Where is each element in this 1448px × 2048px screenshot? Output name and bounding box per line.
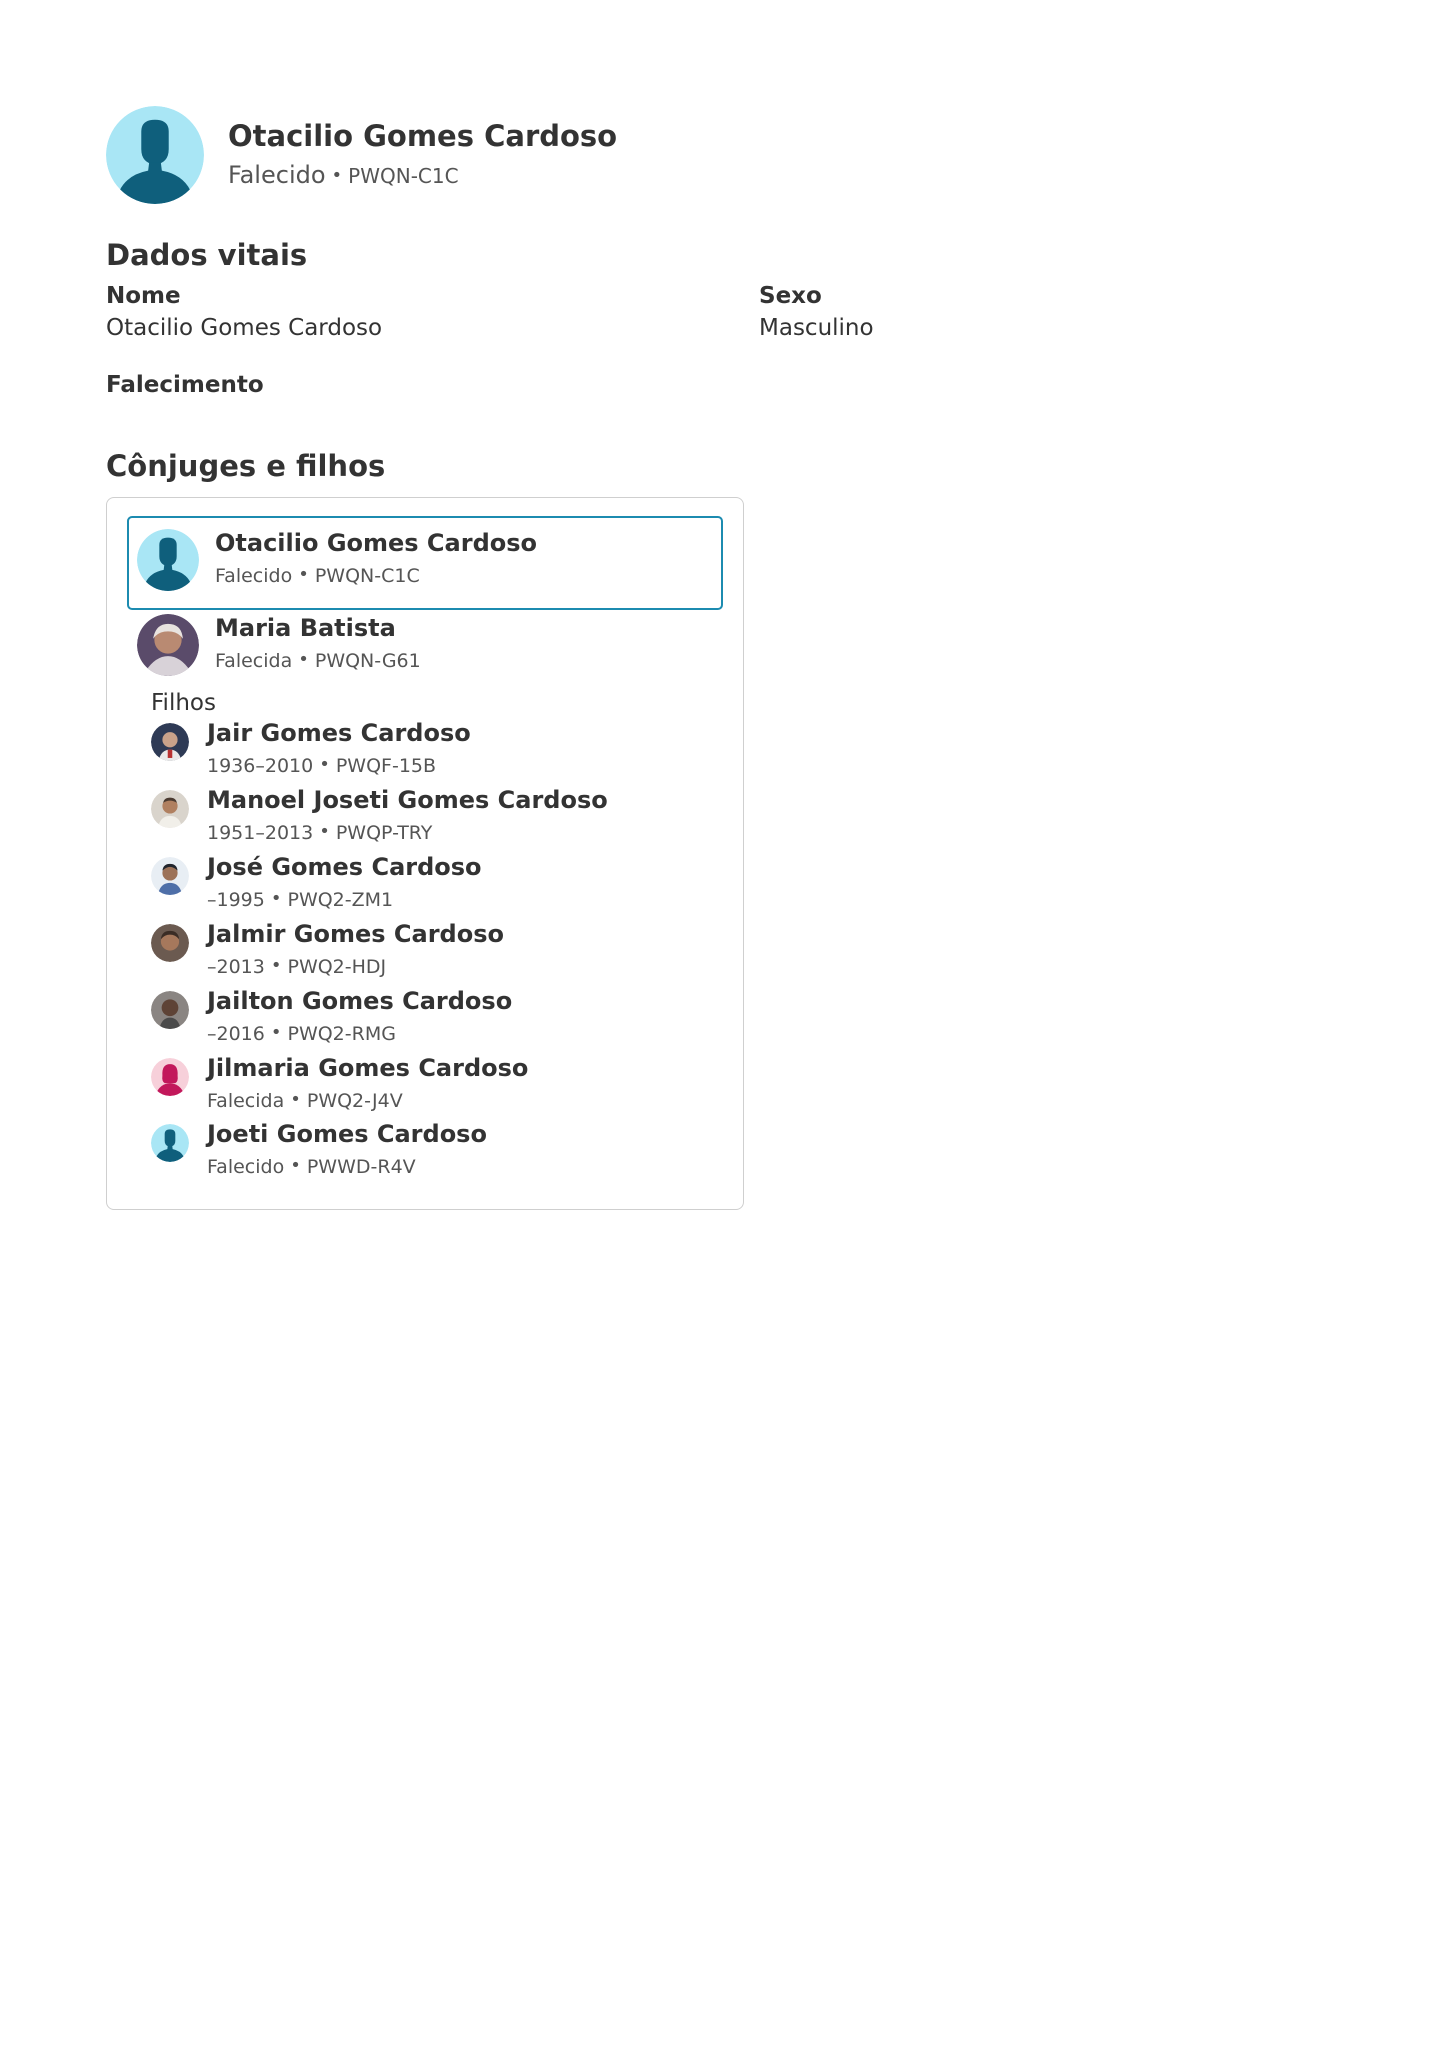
male-silhouette-icon: [151, 1124, 189, 1162]
family-card: [106, 497, 744, 1210]
child-name: Jilmaria Gomes Cardoso: [207, 1054, 529, 1082]
person-status: Falecido: [228, 160, 326, 189]
female-silhouette-icon: [151, 1058, 189, 1096]
child-lifespan: 1936–2010: [207, 755, 314, 777]
spouse-person[interactable]: Maria Batista Falecida • PWQN-G61: [137, 614, 421, 676]
child-name: José Gomes Cardoso: [207, 853, 482, 881]
male-silhouette-icon: [137, 529, 199, 591]
death-label: Falecimento: [106, 372, 264, 398]
child-item[interactable]: Jalmir Gomes Cardoso –2013 • PWQ2-HDJ: [151, 924, 504, 981]
vitals-title: Dados vitais: [106, 238, 308, 272]
children-label: Filhos: [151, 690, 216, 716]
person-header: Otacilio Gomes Cardoso Falecido • PWQN-C1C: [106, 106, 617, 204]
child-lifespan: Falecida: [207, 1090, 285, 1112]
child-photo: [151, 723, 189, 761]
child-lifespan: –2013: [207, 956, 265, 978]
focus-person-status: Falecido: [215, 565, 293, 587]
child-name: Joeti Gomes Cardoso: [207, 1120, 487, 1148]
child-id: PWQF-15B: [335, 755, 437, 777]
child-item[interactable]: Joeti Gomes Cardoso Falecido • PWWD-R4V: [151, 1124, 487, 1181]
child-lifespan: –1995: [207, 889, 265, 911]
sex-label: Sexo: [759, 283, 822, 309]
child-photo: [151, 991, 189, 1029]
child-id: PWQ2-J4V: [306, 1090, 403, 1112]
name-label: Nome: [106, 283, 181, 309]
child-name: Jair Gomes Cardoso: [207, 719, 471, 747]
child-id: PWQ2-ZM1: [287, 889, 394, 911]
child-item[interactable]: Jair Gomes Cardoso 1936–2010 • PWQF-15B: [151, 723, 471, 780]
child-id: PWWD-R4V: [306, 1156, 416, 1178]
child-item[interactable]: Jilmaria Gomes Cardoso Falecida • PWQ2-J4V: [151, 1058, 528, 1115]
spouse-id: PWQN-G61: [314, 650, 421, 672]
focus-person[interactable]: Otacilio Gomes Cardoso Falecido • PWQN-C1C: [137, 529, 537, 591]
child-lifespan: 1951–2013: [207, 822, 314, 844]
spouse-status: Falecida: [215, 650, 293, 672]
child-name: Manoel Joseti Gomes Cardoso: [207, 786, 608, 814]
child-name: Jalmir Gomes Cardoso: [207, 920, 504, 948]
child-item[interactable]: José Gomes Cardoso –1995 • PWQ2-ZM1: [151, 857, 482, 914]
person-name: Otacilio Gomes Cardoso: [228, 118, 618, 153]
child-lifespan: Falecido: [207, 1156, 285, 1178]
child-id: PWQP-TRY: [335, 822, 433, 844]
male-silhouette-icon: [106, 106, 204, 204]
focus-person-name: Otacilio Gomes Cardoso: [215, 529, 538, 557]
spouse-name: Maria Batista: [215, 614, 396, 642]
spouse-photo: [137, 614, 199, 676]
child-item[interactable]: Jailton Gomes Cardoso –2016 • PWQ2-RMG: [151, 991, 512, 1048]
child-name: Jailton Gomes Cardoso: [207, 987, 513, 1015]
focus-person-id: PWQN-C1C: [314, 565, 420, 587]
child-photo: [151, 857, 189, 895]
child-photo: [151, 924, 189, 962]
child-id: PWQ2-HDJ: [287, 956, 387, 978]
name-value: Otacilio Gomes Cardoso: [106, 315, 383, 341]
person-id: PWQN-C1C: [348, 163, 459, 188]
child-item[interactable]: Manoel Joseti Gomes Cardoso 1951–2013 • PWQP-TRY: [151, 790, 608, 847]
child-photo: [151, 790, 189, 828]
child-id: PWQ2-RMG: [287, 1023, 396, 1045]
child-lifespan: –2016: [207, 1023, 265, 1045]
family-title: Cônjuges e filhos: [106, 449, 386, 483]
sex-value: Masculino: [759, 315, 874, 341]
